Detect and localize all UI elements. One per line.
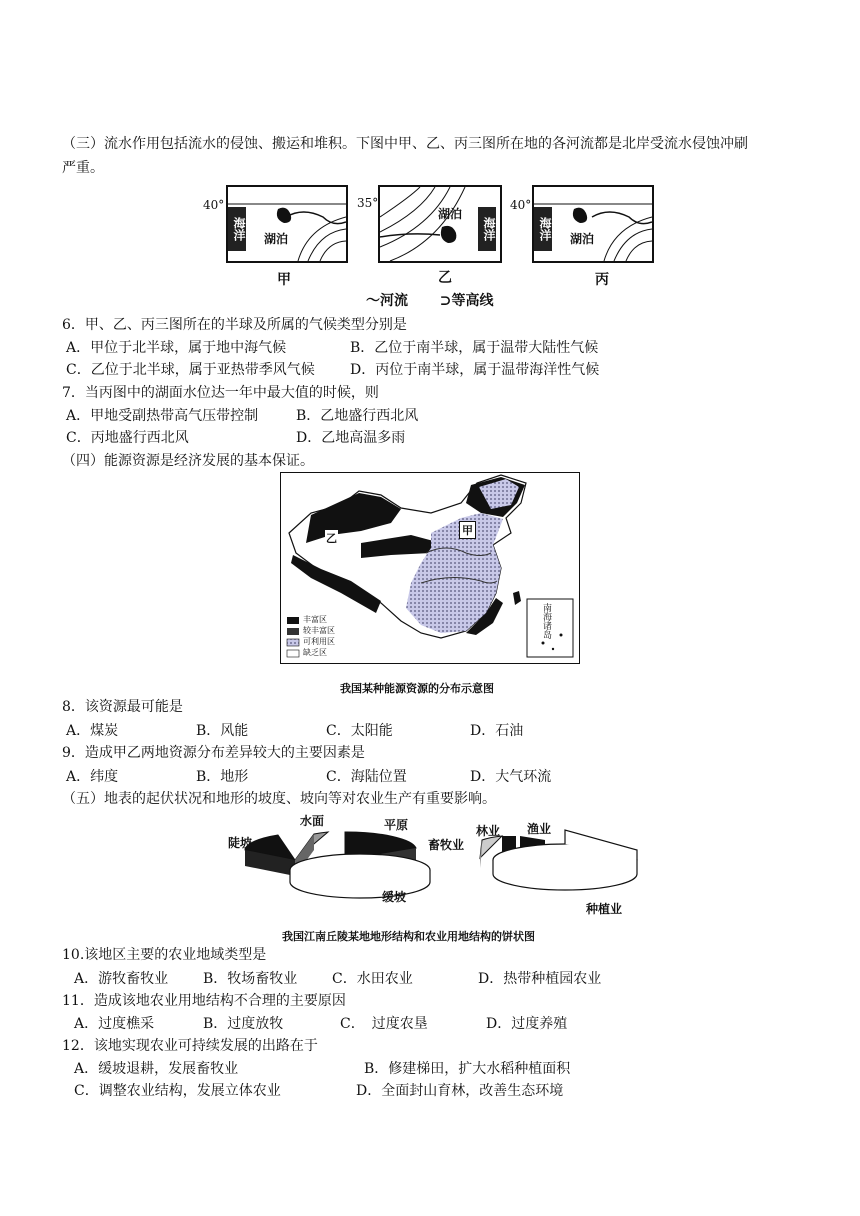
q7-option-a: A．甲地受副热带高气压带控制 xyxy=(66,408,259,424)
pie-charts-caption: 我国江南丘陵某地地形结构和农业用地结构的饼状图 xyxy=(282,930,535,943)
q7-option-d: D．乙地高温多雨 xyxy=(296,430,406,446)
river-map-legend xyxy=(366,290,493,310)
map-bing-ocean: 海洋 xyxy=(534,207,552,251)
pie-charts-figure xyxy=(220,810,640,918)
map-bing xyxy=(532,185,654,263)
map-yi-ocean: 海洋 xyxy=(478,207,496,251)
map-bing-lake: 湖泊 xyxy=(570,232,595,246)
q10-option-b: B．牧场畜牧业 xyxy=(203,971,298,987)
q9-option-d: D．大气环流 xyxy=(470,769,552,785)
q11-option-c: C． 过度农垦 xyxy=(340,1016,428,1032)
q6-option-c: C．乙位于北半球，属于亚热带季风气候 xyxy=(66,362,315,378)
china-energy-map xyxy=(280,472,580,664)
energy-map-caption: 我国某种能源资源的分布示意图 xyxy=(340,682,494,695)
contour-legend-label: 等高线 xyxy=(451,293,494,309)
q12-option-b: B．修建梯田，扩大水稻种植面积 xyxy=(364,1061,571,1077)
q9-option-a: A．纬度 xyxy=(66,769,119,785)
q8-option-a: A．煤炭 xyxy=(66,723,119,739)
pie2-label-forestry: 林业 xyxy=(476,824,501,838)
q6-option-a: A．甲位于北半球，属于地中海气候 xyxy=(66,340,287,356)
pie2-label-crops: 种植业 xyxy=(586,902,623,916)
q6-option-d: D．丙位于南半球，属于温带海洋性气候 xyxy=(350,362,600,378)
q9-stem: 9．造成甲乙两地资源分布差异较大的主要因素是 xyxy=(62,745,365,761)
q11-stem: 11．造成该地农业用地结构不合理的主要原因 xyxy=(62,993,346,1009)
pie1-label-plain: 平原 xyxy=(384,818,409,832)
q12-option-d: D．全面封山育林，改善生态环境 xyxy=(356,1083,564,1099)
section3-intro-line1: （三）流水作用包括流水的侵蚀、搬运和堆积。下图中甲、乙、丙三图所在地的各河流都是北岸受流水侵蚀冲刷 xyxy=(62,136,748,152)
legend-lacking: 缺乏区 xyxy=(303,648,327,657)
energy-map-label-jia: 甲 xyxy=(459,521,476,539)
q8-option-b: B．风能 xyxy=(196,723,249,739)
map-bing-name: 丙 xyxy=(595,272,609,288)
section5-intro: （五）地表的起伏状况和地形的坡度、坡向等对农业生产有重要影响。 xyxy=(62,791,496,807)
section4-intro: （四）能源资源是经济发展的基本保证。 xyxy=(62,453,314,469)
q12-stem: 12．该地实现农业可持续发展的出路在于 xyxy=(62,1038,318,1054)
q9-option-b: B．地形 xyxy=(196,769,249,785)
legend-rich: 丰富区 xyxy=(303,615,327,624)
map-jia-lake: 湖泊 xyxy=(264,232,289,246)
q8-option-d: D．石油 xyxy=(470,723,524,739)
q12-option-a: A．缓坡退耕，发展畜牧业 xyxy=(74,1061,239,1077)
pie1-label-steep: 陡坡 xyxy=(228,836,253,850)
q8-option-c: C．太阳能 xyxy=(326,723,393,739)
legend-usable: 可利用区 xyxy=(303,637,335,646)
pie1-label-water: 水面 xyxy=(300,814,325,828)
q7-option-b: B．乙地盛行西北风 xyxy=(296,408,419,424)
q12-option-c: C．调整农业结构，发展立体农业 xyxy=(74,1083,281,1099)
q11-option-d: D．过度养殖 xyxy=(486,1016,568,1032)
map-yi xyxy=(378,185,502,263)
map-jia-name: 甲 xyxy=(277,272,291,288)
legend-richer: 较丰富区 xyxy=(303,626,335,635)
map-bing-latitude: 40° xyxy=(510,198,532,212)
contour-legend-icon: ⊃ xyxy=(439,293,452,309)
q7-stem: 7．当丙图中的湖面水位达一年中最大值的时候，则 xyxy=(62,385,379,401)
pie1-label-gentle: 缓坡 xyxy=(382,890,407,904)
energy-map-inset-label: 南海诸岛 xyxy=(541,603,551,639)
pie2-label-fishery: 渔业 xyxy=(527,822,552,836)
q7-option-c: C．丙地盛行西北风 xyxy=(66,430,189,446)
land-use-pie xyxy=(480,830,637,890)
map-yi-name: 乙 xyxy=(438,270,452,286)
q8-stem: 8．该资源最可能是 xyxy=(62,699,183,715)
q6-stem: 6．甲、乙、丙三图所在的半球及所属的气候类型分别是 xyxy=(62,317,407,333)
q6-option-b: B．乙位于南半球，属于温带大陆性气候 xyxy=(350,340,599,356)
q11-option-b: B．过度放牧 xyxy=(203,1016,284,1032)
map-jia-ocean: 海洋 xyxy=(228,207,246,251)
q10-option-a: A．游牧畜牧业 xyxy=(74,971,169,987)
q10-option-d: D．热带种植园农业 xyxy=(478,971,602,987)
river-legend-icon: ～ xyxy=(366,293,380,309)
map-jia xyxy=(226,185,348,263)
section3-intro-line2: 严重。 xyxy=(62,160,104,176)
map-yi-latitude: 35° xyxy=(357,196,379,210)
energy-map-legend xyxy=(303,614,335,658)
q9-option-c: C．海陆位置 xyxy=(326,769,407,785)
energy-map-label-yi: 乙 xyxy=(326,532,337,545)
map-yi-lake: 湖泊 xyxy=(438,207,463,221)
pie2-label-livestock: 畜牧业 xyxy=(428,838,465,852)
river-legend-label: 河流 xyxy=(380,293,408,309)
q10-stem: 10.该地区主要的农业地域类型是 xyxy=(62,947,267,963)
q11-option-a: A．过度樵采 xyxy=(74,1016,155,1032)
q10-option-c: C．水田农业 xyxy=(332,971,413,987)
map-jia-latitude: 40° xyxy=(203,198,225,212)
